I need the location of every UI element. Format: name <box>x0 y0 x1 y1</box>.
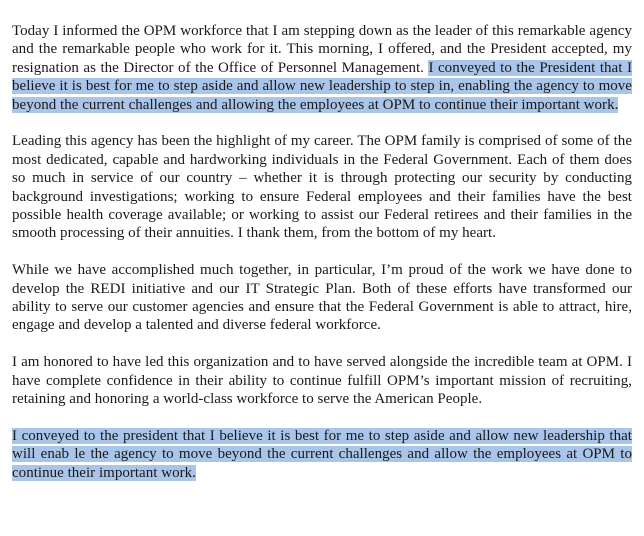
paragraph-1-highlighted-text: I conveyed to the President that I believe it is best for me to step aside and allow new leadership to step in, enabling the agency to move beyond the current challenges and allowing the employees at OPM to continue their important work. <box>12 59 632 113</box>
paragraph-1 <box>12 22 632 114</box>
paragraph-3-text: While we have accomplished much together, in particular, I’m proud of the work we have done to develop the REDI initiative and our IT Strategic Plan. Both of these efforts have transformed our ability to serve our customer agencies and ensure that the Federal Government is able to attract, hire, engage and develop a talented and diverse federal workforce. <box>12 262 632 334</box>
paragraph-5 <box>12 427 632 482</box>
paragraph-5-highlighted-text: I conveyed to the president that I believe it is best for me to step aside and allow new leadership that will enab le the agency to move beyond the current challenges and allow the employees at OPM to continue their important work. <box>12 427 632 481</box>
paragraph-4 <box>12 353 632 408</box>
paragraph-4-text: I am honored to have led this organization and to have served alongside the incredible team at OPM. I have complete confidence in their ability to continue fulfill OPM’s important mission of recruiting, retaining and honoring a world-class workforce to serve the American People. <box>12 354 632 408</box>
document-body <box>12 22 632 500</box>
paragraph-3 <box>12 261 632 335</box>
paragraph-1-text: Today I informed the OPM workforce that I am stepping down as the leader of this remarkable agency and the remarkable people who work for it. This morning, I offered, and the President accepted, my resignation as the Director of the Office of Personnel Management. <box>12 23 632 76</box>
paragraph-2 <box>12 132 632 242</box>
paragraph-2-text: Leading this agency has been the highlight of my career. The OPM family is comprised of some of the most dedicated, capable and hardworking individuals in the Federal Government. Each of them does so much in service of our country – whether it is through protecting our security by conducting background investigations; working to ensure Federal employees and their families have the best possible health coverage available; or working to assist our Federal retirees and their families in the smooth processing of their annuities. I thank them, from the bottom of my heart. <box>12 133 632 242</box>
